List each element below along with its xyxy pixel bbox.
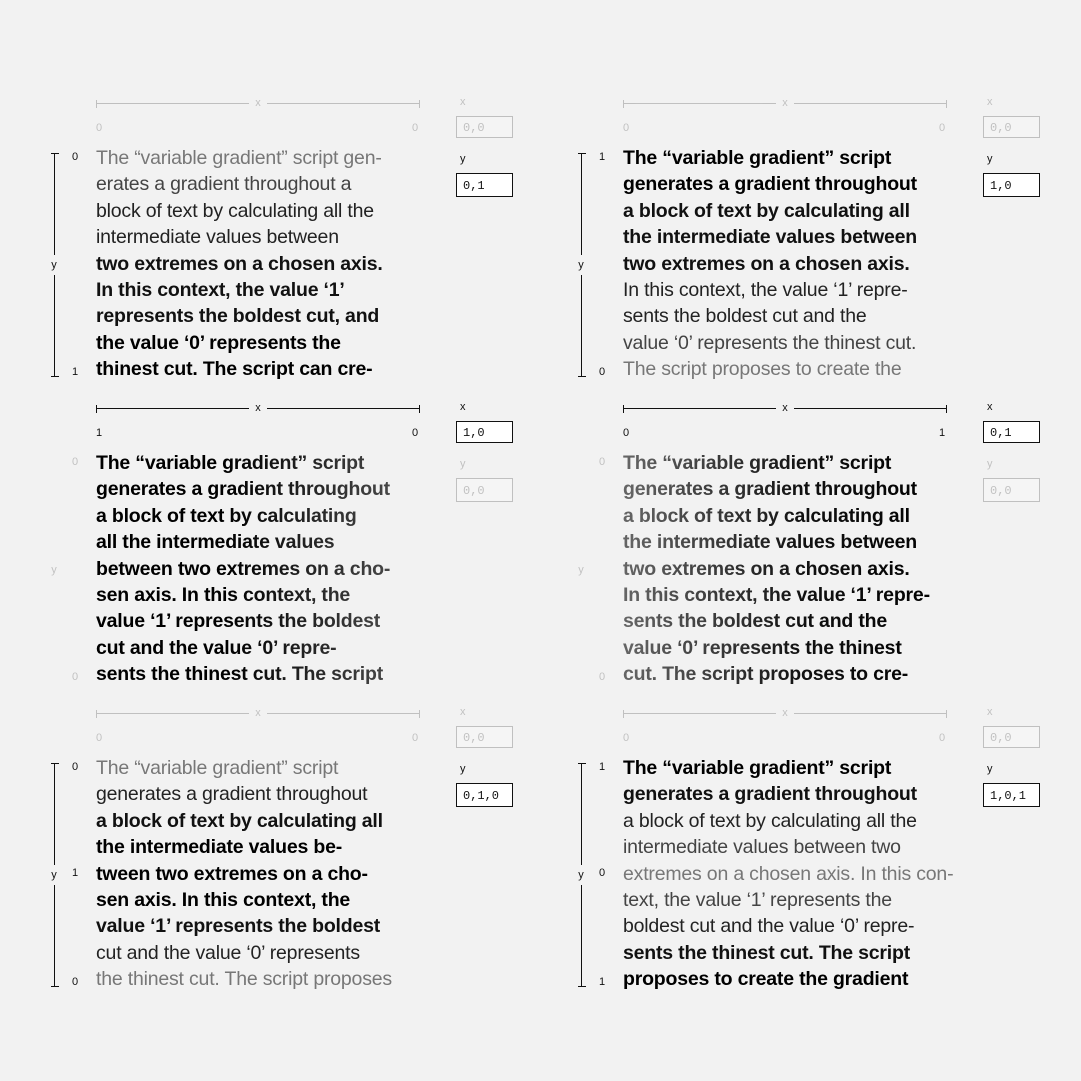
- y-value-input[interactable]: 0,1: [456, 173, 513, 197]
- text-line: thinest cut. The script can cre-: [96, 358, 373, 381]
- y-axis-end-value: 1: [72, 366, 79, 378]
- y-axis-label: y: [572, 255, 590, 275]
- y-axis-start-value: 0: [72, 151, 79, 163]
- text-line: generates a gradient throughout: [96, 783, 368, 806]
- text-line: value ‘1’ represents the boldest: [96, 608, 422, 634]
- text-line: In this context, the value ‘1’ repre-: [623, 279, 908, 302]
- y-control-label: y: [460, 763, 466, 775]
- x-axis-label: x: [776, 94, 794, 112]
- x-control-label: x: [987, 706, 993, 718]
- x-axis-label: x: [249, 399, 267, 417]
- x-value-input[interactable]: 0,0: [983, 116, 1040, 138]
- text-line: two extremes on a chosen axis.: [623, 252, 910, 275]
- text-line: all the intermediate values: [96, 529, 422, 555]
- text-line: The “variable gradient” script: [96, 757, 339, 779]
- x-control-label: x: [460, 96, 466, 108]
- text-line: the intermediate values be-: [96, 836, 343, 859]
- x-axis-end-value: 0: [412, 732, 419, 744]
- gradient-panel-y-1-0-1: [527, 610, 1047, 991]
- x-axis-end-value: 0: [939, 732, 946, 744]
- text-line: between two extremes on a cho-: [96, 556, 422, 582]
- text-line: value ‘0’ represents the thinest cut.: [623, 331, 917, 354]
- text-line: extremes on a chosen axis. In this con-: [623, 862, 954, 885]
- text-line: the intermediate values between: [623, 529, 949, 555]
- text-line: two extremes on a chosen axis.: [96, 252, 383, 275]
- text-line: cut and the value ‘0’ represents: [96, 941, 360, 964]
- gradient-text-block: [96, 755, 422, 993]
- x-value-input[interactable]: 0,0: [456, 116, 513, 138]
- x-control-label: x: [987, 96, 993, 108]
- y-axis-end-value: 0: [599, 366, 606, 378]
- text-line: text, the value ‘1’ represents the: [623, 889, 892, 912]
- text-line: The “variable gradient” script: [96, 450, 422, 476]
- text-line: a block of text by calculating all: [623, 503, 949, 529]
- text-line: a block of text by calculating all: [96, 809, 383, 832]
- y-axis-start-value: 0: [599, 456, 606, 468]
- text-line: In this context, the value ‘1’: [96, 279, 345, 302]
- y-axis-label: y: [572, 865, 590, 885]
- text-line: The “variable gradient” script: [623, 147, 892, 169]
- x-axis-end-value: 0: [412, 427, 419, 439]
- text-line: block of text by calculating all the: [96, 199, 374, 222]
- y-value-input[interactable]: 1,0,1: [983, 783, 1040, 807]
- x-value-input[interactable]: 0,0: [456, 726, 513, 748]
- x-control-label: x: [460, 706, 466, 718]
- y-axis-end-value: 0: [72, 671, 79, 683]
- gradient-panel-y-0-1-0: [0, 610, 520, 991]
- x-axis-end-value: 1: [939, 427, 946, 439]
- y-axis-label: y: [45, 255, 63, 275]
- x-value-input[interactable]: 1,0: [456, 421, 513, 443]
- x-axis-label: x: [776, 399, 794, 417]
- x-axis-start-value: 0: [623, 122, 630, 134]
- text-line: a block of text by calculating all: [623, 199, 910, 222]
- gradient-panel-y-1-0: [527, 0, 1047, 381]
- y-axis-label: y: [45, 865, 63, 885]
- y-value-input[interactable]: 1,0: [983, 173, 1040, 197]
- x-axis-start-value: 0: [96, 732, 103, 744]
- text-line: The “variable gradient” script: [623, 450, 949, 476]
- y-axis-end-value: 0: [72, 976, 79, 988]
- text-line: the thinest cut. The script proposes: [96, 968, 392, 991]
- y-axis-start-value: 1: [599, 151, 606, 163]
- text-line: sents the thinest cut. The script: [623, 941, 911, 964]
- text-line: intermediate values between two: [623, 836, 901, 859]
- x-axis-end-value: 0: [939, 122, 946, 134]
- text-line: sen axis. In this context, the: [96, 582, 422, 608]
- text-line: generates a gradient throughout: [623, 783, 917, 806]
- text-line: the value ‘0’ represents the: [96, 331, 341, 354]
- text-line: a block of text by calculating all the: [623, 809, 917, 832]
- y-control-label: y: [460, 458, 466, 470]
- y-axis-start-value: 0: [72, 456, 79, 468]
- text-line: The “variable gradient” script gen-: [96, 147, 382, 169]
- y-axis-end-value: 1: [599, 976, 606, 988]
- text-line: represents the boldest cut, and: [96, 305, 380, 328]
- gradient-panel-y-0-1: [0, 0, 520, 381]
- text-line: generates a gradient throughout: [96, 476, 422, 502]
- text-line: the intermediate values between: [623, 226, 917, 249]
- text-line: erates a gradient throughout a: [96, 173, 352, 196]
- text-line: value ‘1’ represents the boldest: [96, 915, 381, 938]
- text-line: generates a gradient throughout: [623, 476, 949, 502]
- x-axis-label: x: [249, 704, 267, 722]
- y-axis-mid-value: 1: [72, 867, 79, 879]
- y-axis-start-value: 1: [599, 761, 606, 773]
- text-line: value ‘0’ represents the thinest: [623, 635, 949, 661]
- gradient-text-block: [623, 755, 973, 993]
- y-control-label: y: [987, 763, 993, 775]
- gradient-panel-x-1-0: [0, 305, 520, 686]
- text-line: tween two extremes on a cho-: [96, 862, 368, 885]
- text-line: boldest cut and the value ‘0’ repre-: [623, 915, 915, 938]
- y-control-label: y: [987, 153, 993, 165]
- text-line: cut. The script proposes to cre-: [623, 661, 949, 687]
- text-line: two extremes on a chosen axis.: [623, 556, 949, 582]
- y-axis-end-value: 0: [599, 671, 606, 683]
- x-value-input[interactable]: 0,0: [983, 726, 1040, 748]
- x-value-input[interactable]: 0,1: [983, 421, 1040, 443]
- x-control-label: x: [460, 401, 466, 413]
- text-line: sents the boldest cut and the: [623, 608, 949, 634]
- text-line: proposes to create the gradient: [623, 968, 909, 991]
- y-value-input[interactable]: 0,0: [456, 478, 513, 502]
- text-line: generates a gradient throughout: [623, 173, 917, 196]
- x-axis-label: x: [249, 94, 267, 112]
- x-axis-label: x: [776, 704, 794, 722]
- y-value-input[interactable]: 0,1,0: [456, 783, 513, 807]
- y-control-label: y: [460, 153, 466, 165]
- x-axis-end-value: 0: [412, 122, 419, 134]
- text-line: a block of text by calculating: [96, 503, 422, 529]
- x-axis-start-value: 0: [623, 427, 630, 439]
- x-axis-start-value: 0: [96, 122, 103, 134]
- x-axis-start-value: 0: [623, 732, 630, 744]
- text-line: sents the boldest cut and the: [623, 305, 867, 328]
- text-line: cut and the value ‘0’ repre-: [96, 635, 422, 661]
- text-line: The script proposes to create the: [623, 358, 902, 381]
- text-line: The “variable gradient” script: [623, 757, 892, 779]
- y-axis-label: y: [572, 560, 590, 580]
- y-axis-start-value: 0: [72, 761, 79, 773]
- text-line: intermediate values between: [96, 226, 339, 249]
- y-axis-label: y: [45, 560, 63, 580]
- y-value-input[interactable]: 0,0: [983, 478, 1040, 502]
- gradient-panel-x-0-1: [527, 305, 1047, 686]
- x-control-label: x: [987, 401, 993, 413]
- y-axis-mid-value: 0: [599, 867, 606, 879]
- x-axis-start-value: 1: [96, 427, 103, 439]
- text-line: sents the thinest cut. The script: [96, 661, 422, 687]
- text-line: In this context, the value ‘1’ repre-: [623, 582, 949, 608]
- y-control-label: y: [987, 458, 993, 470]
- text-line: sen axis. In this context, the: [96, 889, 351, 912]
